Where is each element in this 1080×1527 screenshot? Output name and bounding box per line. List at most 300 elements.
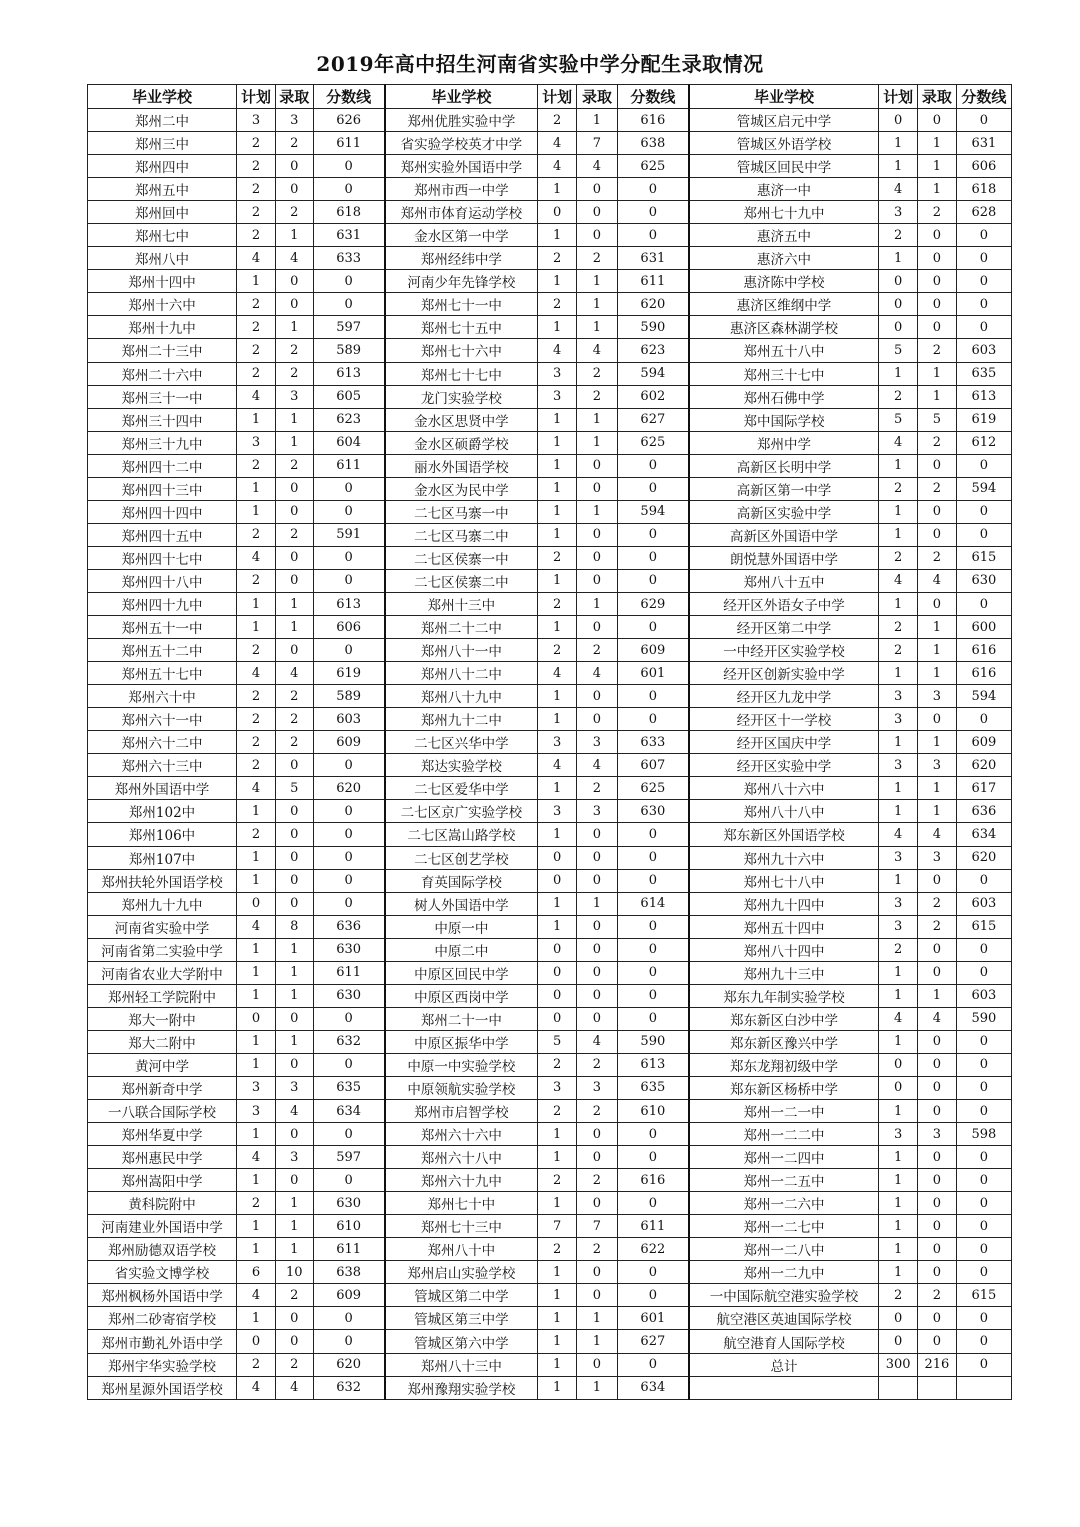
plan-cell: 4: [879, 569, 918, 592]
school-name-cell: 郑州九十六中: [689, 846, 879, 869]
score-line-cell: 0: [956, 1238, 1011, 1261]
school-name-cell: 郑州星源外国语学校: [88, 1376, 237, 1399]
plan-cell: 1: [538, 523, 577, 546]
score-line-cell: 616: [617, 109, 688, 132]
plan-cell: 2: [237, 316, 276, 339]
score-line-cell: 0: [617, 846, 688, 869]
plan-cell: 1: [538, 316, 577, 339]
school-name-cell: 郑州实验外国语中学: [385, 155, 538, 178]
plan-cell: 2: [879, 938, 918, 961]
school-name-cell: 郑州102中: [88, 800, 237, 823]
admitted-cell: 0: [275, 270, 313, 293]
school-name-cell: 一中国际航空港实验学校: [689, 1284, 879, 1307]
school-name-cell: 龙门实验学校: [385, 385, 538, 408]
table-row: [88, 132, 1012, 155]
school-name-cell: 高新区实验中学: [689, 500, 879, 523]
plan-cell: 1: [879, 731, 918, 754]
school-name-cell: 河南省第二实验中学: [88, 938, 237, 961]
score-line-cell: 0: [956, 1146, 1011, 1169]
score-line-cell: 606: [313, 616, 384, 639]
plan-cell: 0: [538, 1007, 577, 1030]
admitted-cell: 0: [275, 178, 313, 201]
school-name-cell: 郑州惠民中学: [88, 1146, 237, 1169]
plan-cell: 0: [879, 270, 918, 293]
school-name-cell: 郑州七十九中: [689, 201, 879, 224]
score-line-cell: 611: [313, 132, 384, 155]
school-name-cell: 郑州106中: [88, 823, 237, 846]
school-name-cell: 郑州八十九中: [385, 685, 538, 708]
school-name-cell: 郑州市西一中学: [385, 178, 538, 201]
score-line-cell: 602: [617, 385, 688, 408]
admitted-cell: 2: [275, 454, 313, 477]
score-line-cell: 0: [617, 708, 688, 731]
admitted-cell: 0: [918, 1169, 957, 1192]
plan-cell: 2: [538, 639, 577, 662]
plan-cell: 0: [538, 846, 577, 869]
score-line-cell: 601: [617, 1307, 688, 1330]
score-line-cell: 0: [956, 1100, 1011, 1123]
admitted-cell: 1: [577, 592, 618, 615]
plan-cell: 3: [879, 892, 918, 915]
admitted-cell: 2: [918, 892, 957, 915]
table-row: [88, 777, 1012, 800]
score-line-cell: 0: [617, 454, 688, 477]
plan-cell: 1: [237, 869, 276, 892]
school-name-cell: 管城区第二中学: [385, 1284, 538, 1307]
admitted-cell: 0: [577, 708, 618, 731]
plan-cell: 4: [237, 777, 276, 800]
score-line-cell: 620: [617, 293, 688, 316]
school-name-cell: 郑州四中: [88, 155, 237, 178]
admitted-cell: 1: [918, 731, 957, 754]
school-name-cell: 高新区长明中学: [689, 454, 879, 477]
admitted-cell: 0: [577, 454, 618, 477]
score-line-cell: 619: [956, 408, 1011, 431]
score-line-cell: 0: [617, 1284, 688, 1307]
school-name-cell: 郑州七十五中: [385, 316, 538, 339]
plan-cell: 4: [538, 662, 577, 685]
score-line-cell: 616: [956, 662, 1011, 685]
admitted-cell: 0: [577, 1261, 618, 1284]
school-name-cell: 郑州八十三中: [385, 1353, 538, 1376]
admitted-cell: 2: [918, 339, 957, 362]
table-row: [88, 385, 1012, 408]
score-line-cell: 613: [617, 1053, 688, 1076]
header-row: [88, 85, 1012, 109]
school-name-cell: 二七区京广实验学校: [385, 800, 538, 823]
school-name-cell: 高新区第一中学: [689, 477, 879, 500]
school-name-cell: 郑州六十一中: [88, 708, 237, 731]
score-line-cell: 0: [617, 523, 688, 546]
plan-cell: 1: [879, 1215, 918, 1238]
table-row: [88, 938, 1012, 961]
table-row: [88, 431, 1012, 454]
score-line-cell: 601: [617, 662, 688, 685]
score-line-cell: 0: [313, 1123, 384, 1146]
table-row: [88, 1353, 1012, 1376]
school-name-cell: 管城区外语学校: [689, 132, 879, 155]
school-name-cell: 郑州一二五中: [689, 1169, 879, 1192]
score-line-cell: 609: [313, 731, 384, 754]
score-line-cell: 620: [956, 754, 1011, 777]
table-row: [88, 477, 1012, 500]
score-line-cell: 609: [313, 1284, 384, 1307]
score-line-cell: 0: [313, 1007, 384, 1030]
plan-cell: 2: [879, 224, 918, 247]
admitted-cell: 0: [275, 823, 313, 846]
score-line-cell: 634: [313, 1100, 384, 1123]
plan-cell: 3: [538, 800, 577, 823]
score-line-cell: 598: [956, 1123, 1011, 1146]
plan-cell: 2: [237, 639, 276, 662]
admitted-cell: 2: [275, 1284, 313, 1307]
score-line-cell: 0: [956, 1053, 1011, 1076]
school-name-cell: 二七区马寨一中: [385, 500, 538, 523]
admitted-cell: 0: [918, 938, 957, 961]
admitted-cell: 0: [275, 546, 313, 569]
school-name-cell: 二七区爱华中学: [385, 777, 538, 800]
score-line-cell: 0: [617, 546, 688, 569]
admitted-cell: 2: [275, 339, 313, 362]
school-name-cell: 管城区第三中学: [385, 1307, 538, 1330]
school-name-cell: 郑州八十四中: [689, 938, 879, 961]
admitted-cell: 2: [577, 1053, 618, 1076]
admitted-cell: 4: [577, 662, 618, 685]
table-row: [88, 1169, 1012, 1192]
plan-cell: 1: [538, 1330, 577, 1353]
school-name-cell: 郑州一二一中: [689, 1100, 879, 1123]
school-name-cell: 丽水外国语学校: [385, 454, 538, 477]
admitted-cell: 1: [275, 224, 313, 247]
admitted-cell: 0: [577, 1146, 618, 1169]
score-line-cell: 628: [956, 201, 1011, 224]
admitted-cell: 3: [275, 385, 313, 408]
school-name-cell: 郑州107中: [88, 846, 237, 869]
score-line-cell: 603: [956, 984, 1011, 1007]
admitted-cell: 1: [577, 500, 618, 523]
score-line-cell: 0: [313, 639, 384, 662]
admitted-cell: 2: [577, 362, 618, 385]
table-row: [88, 523, 1012, 546]
score-line-cell: 0: [956, 961, 1011, 984]
admitted-cell: 0: [577, 869, 618, 892]
school-name-cell: 惠济区森林湖学校: [689, 316, 879, 339]
admitted-cell: 4: [275, 662, 313, 685]
table-row: [88, 869, 1012, 892]
score-line-cell: 0: [956, 316, 1011, 339]
school-name-cell: 航空港区英迪国际学校: [689, 1307, 879, 1330]
admitted-cell: 3: [918, 685, 957, 708]
table-row: [88, 339, 1012, 362]
page-title: 2019年高中招生河南省实验中学分配生录取情况: [316, 52, 764, 76]
plan-cell: 0: [538, 938, 577, 961]
plan-cell: 4: [237, 915, 276, 938]
score-line-cell: 636: [956, 800, 1011, 823]
plan-cell: 3: [879, 685, 918, 708]
plan-cell: 1: [237, 846, 276, 869]
school-name-cell: 经开区实验中学: [689, 754, 879, 777]
admitted-cell: 4: [275, 1100, 313, 1123]
admitted-cell: 3: [918, 1123, 957, 1146]
school-name-cell: 郑州枫杨外国语中学: [88, 1284, 237, 1307]
school-name-cell: 郑州五十一中: [88, 616, 237, 639]
score-line-cell: 0: [956, 1030, 1011, 1053]
plan-cell: 2: [538, 546, 577, 569]
plan-cell: 1: [237, 477, 276, 500]
plan-cell: 3: [879, 846, 918, 869]
table-row: [88, 1215, 1012, 1238]
school-name-cell: 经开区九龙中学: [689, 685, 879, 708]
plan-cell: 1: [879, 523, 918, 546]
admitted-cell: 2: [577, 1100, 618, 1123]
plan-cell: 4: [237, 1284, 276, 1307]
score-line-cell: 634: [956, 823, 1011, 846]
admitted-cell: 0: [275, 1307, 313, 1330]
admitted-cell: 0: [918, 1030, 957, 1053]
score-line-cell: 615: [956, 915, 1011, 938]
admitted-cell: 0: [275, 1330, 313, 1353]
score-line-cell: 594: [956, 685, 1011, 708]
admitted-cell: 1: [275, 1238, 313, 1261]
admitted-cell: 0: [275, 1053, 313, 1076]
score-line-cell: 594: [617, 362, 688, 385]
plan-cell: 4: [538, 155, 577, 178]
school-name-cell: 育英国际学校: [385, 869, 538, 892]
plan-cell: 0: [879, 109, 918, 132]
school-name-cell: 郑州五十二中: [88, 639, 237, 662]
admitted-cell: 1: [275, 616, 313, 639]
plan-cell: 1: [879, 984, 918, 1007]
school-name-cell: 一八联合国际学校: [88, 1100, 237, 1123]
plan-cell: 2: [237, 454, 276, 477]
admitted-cell: 2: [275, 685, 313, 708]
school-name-cell: 郑州八十一中: [385, 639, 538, 662]
score-line-cell: 634: [617, 1376, 688, 1399]
table-row: [88, 224, 1012, 247]
school-name-cell: 中原区振华中学: [385, 1030, 538, 1053]
school-name-cell: 郑州六十六中: [385, 1123, 538, 1146]
admitted-cell: 0: [577, 1123, 618, 1146]
school-name-cell: 郑州八十中: [385, 1238, 538, 1261]
score-line-cell: 620: [313, 1353, 384, 1376]
score-line-cell: 0: [617, 1261, 688, 1284]
plan-cell: 0: [879, 293, 918, 316]
plan-cell: [879, 1376, 918, 1399]
admitted-cell: 216: [918, 1353, 957, 1376]
plan-cell: 1: [237, 800, 276, 823]
plan-cell: 0: [538, 869, 577, 892]
plan-cell: 3: [538, 362, 577, 385]
school-name-cell: 郑中国际学校: [689, 408, 879, 431]
score-line-cell: 631: [313, 224, 384, 247]
admitted-cell: 4: [577, 155, 618, 178]
plan-cell: 2: [879, 616, 918, 639]
plan-cell: 2: [237, 1353, 276, 1376]
score-line-cell: 0: [617, 938, 688, 961]
plan-cell: 2: [237, 293, 276, 316]
plan-cell: 1: [879, 155, 918, 178]
plan-cell: 1: [879, 1169, 918, 1192]
plan-cell: 2: [237, 224, 276, 247]
plan-cell: 1: [538, 823, 577, 846]
score-line-cell: 590: [956, 1007, 1011, 1030]
table-row: [88, 247, 1012, 270]
plan-cell: 1: [538, 500, 577, 523]
admitted-cell: 2: [275, 523, 313, 546]
score-line-cell: 0: [313, 1330, 384, 1353]
header-admitted: 录取: [918, 85, 957, 109]
admitted-cell: 0: [275, 846, 313, 869]
school-name-cell: 郑州四十五中: [88, 523, 237, 546]
plan-cell: 1: [879, 500, 918, 523]
score-line-cell: 0: [956, 293, 1011, 316]
plan-cell: 2: [237, 685, 276, 708]
plan-cell: 2: [538, 592, 577, 615]
header-school: 毕业学校: [689, 85, 879, 109]
admitted-cell: 1: [275, 431, 313, 454]
school-name-cell: 金水区第一中学: [385, 224, 538, 247]
admitted-cell: 4: [918, 823, 957, 846]
score-line-cell: 597: [313, 316, 384, 339]
score-line-cell: 611: [617, 270, 688, 293]
plan-cell: 1: [237, 961, 276, 984]
admitted-cell: 0: [275, 293, 313, 316]
school-name-cell: 航空港育人国际学校: [689, 1330, 879, 1353]
table-row: [88, 178, 1012, 201]
admitted-cell: 3: [577, 731, 618, 754]
plan-cell: 3: [879, 754, 918, 777]
admitted-cell: 2: [275, 201, 313, 224]
school-name-cell: 朗悦慧外国语中学: [689, 546, 879, 569]
admitted-cell: 1: [918, 800, 957, 823]
school-name-cell: 郑州八十二中: [385, 662, 538, 685]
admitted-cell: 1: [918, 662, 957, 685]
score-line-cell: 633: [313, 247, 384, 270]
table-body: [88, 109, 1012, 1400]
score-line-cell: 0: [956, 1169, 1011, 1192]
score-line-cell: 611: [313, 454, 384, 477]
school-name-cell: 郑州一二四中: [689, 1146, 879, 1169]
admitted-cell: 1: [918, 385, 957, 408]
admitted-cell: 0: [918, 1330, 957, 1353]
score-line-cell: 611: [617, 1215, 688, 1238]
plan-cell: 1: [879, 247, 918, 270]
school-name-cell: 郑州二中: [88, 109, 237, 132]
table-row: [88, 1076, 1012, 1099]
score-line-cell: 610: [617, 1100, 688, 1123]
school-name-cell: 郑州三中: [88, 132, 237, 155]
admitted-cell: 0: [577, 915, 618, 938]
score-line-cell: 0: [956, 708, 1011, 731]
plan-cell: 1: [237, 1169, 276, 1192]
plan-cell: 1: [538, 1284, 577, 1307]
plan-cell: 4: [237, 546, 276, 569]
plan-cell: 1: [538, 1123, 577, 1146]
admitted-cell: 1: [275, 1215, 313, 1238]
admitted-cell: 0: [918, 708, 957, 731]
plan-cell: 2: [237, 339, 276, 362]
plan-cell: 2: [879, 1284, 918, 1307]
school-name-cell: 郑州六十九中: [385, 1169, 538, 1192]
admitted-cell: 0: [577, 961, 618, 984]
plan-cell: 2: [237, 569, 276, 592]
score-line-cell: 638: [617, 132, 688, 155]
table-row: [88, 1100, 1012, 1123]
school-name-cell: 高新区外国语中学: [689, 523, 879, 546]
admitted-cell: 3: [577, 800, 618, 823]
plan-cell: 1: [879, 454, 918, 477]
score-line-cell: 0: [313, 270, 384, 293]
plan-cell: 1: [879, 1238, 918, 1261]
score-line-cell: 611: [313, 1238, 384, 1261]
admitted-cell: 0: [275, 754, 313, 777]
score-line-cell: 610: [313, 1215, 384, 1238]
table-row: [88, 109, 1012, 132]
score-line-cell: 632: [313, 1376, 384, 1399]
admitted-cell: 0: [275, 869, 313, 892]
admitted-cell: 0: [275, 1123, 313, 1146]
plan-cell: 1: [879, 1100, 918, 1123]
score-line-cell: 603: [956, 339, 1011, 362]
school-name-cell: 黄科院附中: [88, 1192, 237, 1215]
admitted-cell: 0: [918, 293, 957, 316]
plan-cell: 4: [538, 339, 577, 362]
score-line-cell: 0: [956, 454, 1011, 477]
score-line-cell: 632: [313, 1030, 384, 1053]
table-row: [88, 569, 1012, 592]
admitted-cell: 0: [577, 178, 618, 201]
school-name-cell: 中原一中: [385, 915, 538, 938]
plan-cell: 7: [538, 1215, 577, 1238]
score-line-cell: 0: [956, 523, 1011, 546]
table-row: [88, 408, 1012, 431]
table-row: [88, 1238, 1012, 1261]
score-line-cell: 614: [617, 892, 688, 915]
school-name-cell: 郑州优胜实验中学: [385, 109, 538, 132]
admitted-cell: 1: [918, 132, 957, 155]
admitted-cell: 4: [275, 247, 313, 270]
admitted-cell: 0: [577, 201, 618, 224]
plan-cell: 2: [538, 1169, 577, 1192]
score-line-cell: 589: [313, 685, 384, 708]
plan-cell: 1: [237, 1215, 276, 1238]
school-name-cell: 惠济陈中学校: [689, 270, 879, 293]
school-name-cell: 郑州石佛中学: [689, 385, 879, 408]
score-line-cell: 594: [956, 477, 1011, 500]
score-line-cell: 0: [313, 546, 384, 569]
plan-cell: 1: [237, 1030, 276, 1053]
plan-cell: 1: [538, 224, 577, 247]
school-name-cell: 郑州十三中: [385, 592, 538, 615]
score-line-cell: 615: [956, 546, 1011, 569]
admitted-cell: 1: [918, 178, 957, 201]
admitted-cell: 5: [918, 408, 957, 431]
school-name-cell: 郑州九十九中: [88, 892, 237, 915]
plan-cell: 1: [237, 1123, 276, 1146]
plan-cell: 1: [237, 1238, 276, 1261]
table-row: [88, 892, 1012, 915]
school-name-cell: 郑州十四中: [88, 270, 237, 293]
admitted-cell: 0: [918, 1053, 957, 1076]
admitted-cell: 0: [918, 1192, 957, 1215]
school-name-cell: 郑州启山实验学校: [385, 1261, 538, 1284]
score-line-cell: 590: [617, 316, 688, 339]
school-name-cell: 管城区第六中学: [385, 1330, 538, 1353]
plan-cell: 1: [538, 408, 577, 431]
score-line-cell: 0: [956, 109, 1011, 132]
score-line-cell: 0: [617, 569, 688, 592]
plan-cell: 2: [879, 385, 918, 408]
